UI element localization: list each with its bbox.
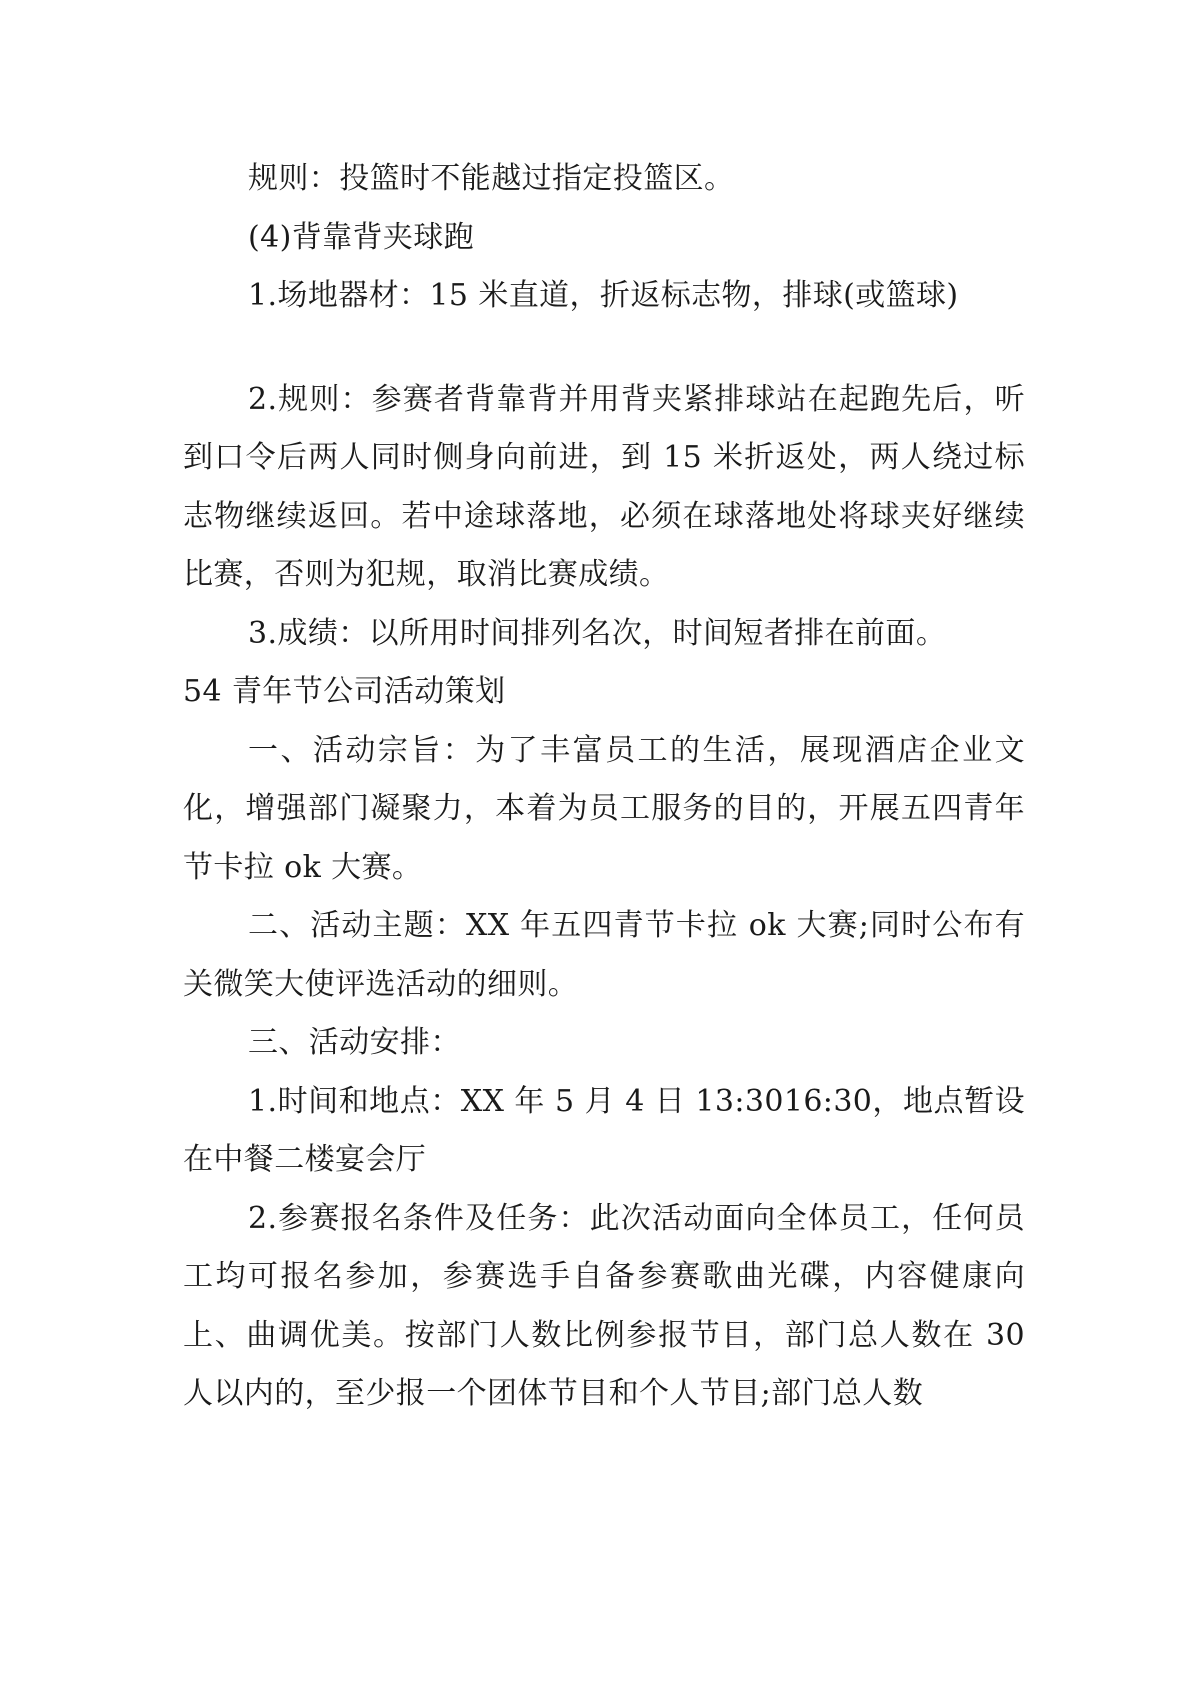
paragraph-purpose: 一、活动宗旨：为了丰富员工的生活，展现酒店企业文化，增强部门凝聚力，本着为员工服务的目的，开展五四青年节卡拉 ok 大赛。 [183,732,1025,885]
paragraph-rule-shooting: 规则：投篮时不能越过指定投篮区。 [248,161,735,196]
paragraph-gap [183,326,1025,371]
paragraph-heading-back-to-back: (4)背靠背夹球跑 [248,219,475,255]
paragraph-equipment: 1.场地器材：15 米直道，折返标志物，排球(或篮球) [248,278,959,313]
paragraph-time-location: 1.时间和地点：XX 年 5 月 4 日 13:3016:30，地点暂设在中餐二楼宴会厅 [183,1083,1025,1177]
document-body [183,150,1025,1424]
paragraph-rules: 2.规则：参赛者背靠背并用背夹紧排球站在起跑先后，听到口令后两人同时侧身向前进，到 15 米折返处，两人绕过标志物继续返回。若中途球落地，必须在球落地处将球夹好继续比赛，否则为犯规，取消比赛成绩。 [183,381,1025,592]
section-title: 54 青年节公司活动策划 [183,674,506,709]
paragraph-scoring: 3.成绩：以所用时间排列名次，时间短者排在前面。 [248,615,947,651]
paragraph-registration: 2.参赛报名条件及任务：此次活动面向全体员工，任何员工均可报名参加，参赛选手自备参赛歌曲光碟，内容健康向上、曲调优美。按部门人数比例参报节目，部门总人数在 30 人以内的，至少报一个团体节目和个人节目;部门总人数 [183,1200,1025,1411]
paragraph-theme: 二、活动主题：XX 年五四青节卡拉 ok 大赛;同时公布有关微笑大使评选活动的细则。 [183,908,1025,1002]
paragraph-arrangement-heading: 三、活动安排： [248,1025,461,1060]
